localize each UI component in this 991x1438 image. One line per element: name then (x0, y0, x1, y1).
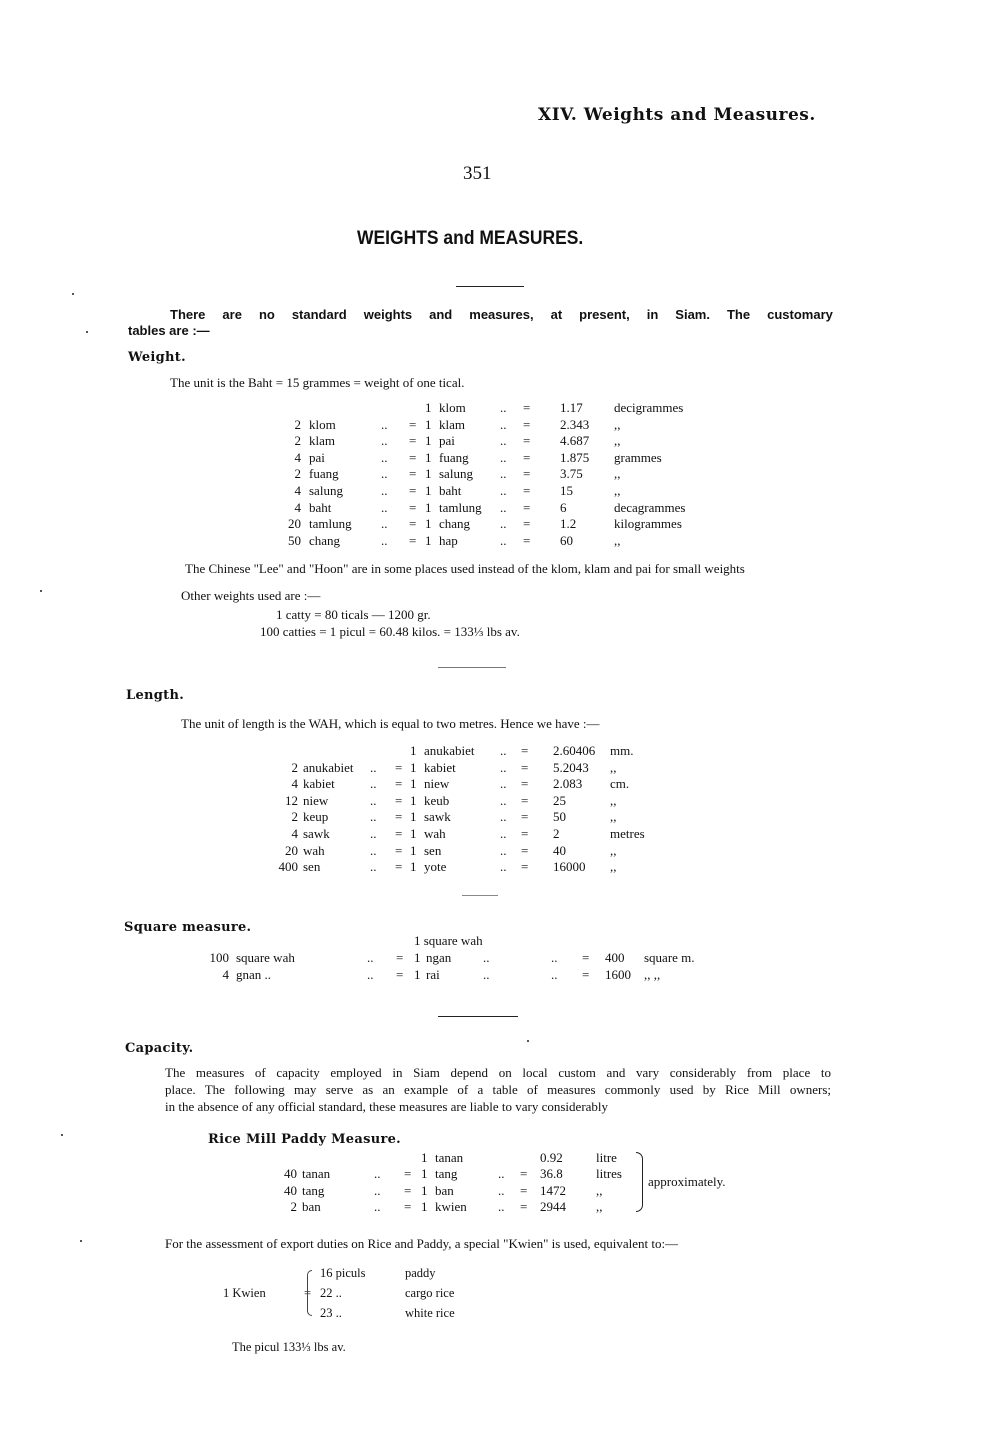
square-cell-unit: square m. (644, 950, 695, 965)
table-cell-dots: .. (381, 532, 388, 548)
table-cell-value: 50 (553, 809, 566, 825)
table-cell-n: 1 (410, 809, 417, 825)
table-cell-unit: ,, (614, 532, 621, 548)
weight-unit-text: The unit is the Baht = 15 grammes = weight of one tical. (170, 375, 465, 390)
table-cell-qty: 12 (285, 792, 298, 808)
title-divider (456, 286, 524, 287)
table-cell-n: 1 (425, 433, 432, 449)
table-cell-n: 1 (425, 483, 432, 498)
table-cell-value: 0.92 (540, 1150, 563, 1165)
page-title: WEIGHTS and MEASURES. (357, 228, 584, 249)
table-cell-dots: .. (381, 433, 388, 449)
table-cell-value: 25 (553, 792, 566, 808)
table-cell-to: fuang (439, 449, 469, 465)
table-cell-value: 1.17 (560, 400, 583, 415)
table-cell-to: klam (439, 416, 465, 432)
table-cell-from: keup (303, 809, 329, 825)
square-cell-from: gnan .. (236, 967, 272, 982)
table-cell-value: 40 (553, 842, 566, 858)
table-cell-dots: .. (370, 792, 377, 808)
export-duties-text: For the assessment of export duties on Rice and Paddy, a special "Kwien" is used, equivalent to:— (165, 1236, 679, 1251)
table-cell-qty: 2 (290, 1198, 297, 1214)
intro-word: The (726, 307, 751, 322)
table-cell-value: 36.8 (540, 1166, 563, 1182)
table-cell-to: chang (439, 516, 471, 532)
approximately-label: approximately. (648, 1174, 726, 1189)
square-measure-heading: Square measure. (124, 920, 252, 935)
table-cell-qty: 400 (278, 859, 298, 875)
table-cell-dots2: .. (500, 466, 507, 482)
table-cell-qty: 4 (294, 499, 301, 515)
table-cell-value: 1.875 (560, 449, 590, 465)
table-cell-eq1: = (409, 466, 417, 482)
table-cell-unit: mm. (610, 743, 634, 758)
table-cell-eq2: = (520, 1166, 528, 1182)
table-cell-n: 1 (425, 449, 432, 465)
table-cell-dots2: .. (500, 499, 507, 515)
table-cell-dots: .. (381, 516, 388, 532)
table-cell-qty: 2 (294, 433, 301, 449)
table-cell-dots2: .. (500, 743, 507, 758)
square-cell-n: 1 (414, 967, 421, 982)
square-cell-from: square wah (236, 950, 295, 965)
table-cell-to: yote (424, 859, 447, 875)
table-cell-qty: 2 (291, 759, 298, 775)
table-cell-eq1: = (409, 433, 417, 449)
square-cell-dots: .. (367, 967, 374, 982)
table-cell-qty: 20 (288, 516, 301, 532)
other-weights-heading: Other weights used are :— (181, 588, 321, 603)
kwien-equals: = (304, 1286, 312, 1300)
table-cell-value: 2.60406 (553, 743, 596, 758)
table-cell-value: 60 (560, 532, 573, 548)
table-cell-dots: .. (381, 416, 388, 432)
table-cell-from: tang (302, 1182, 325, 1198)
table-cell-qty: 20 (285, 842, 298, 858)
capacity-para-line-2: place. The following may serve as an example of a table of measures commonly used by Rice Mill owners; (165, 1082, 831, 1097)
square-cell-dots: .. (367, 950, 374, 965)
table-cell-from: ban (302, 1198, 321, 1214)
table-cell-n: 1 (421, 1198, 428, 1214)
square-cell-qty: 4 (222, 967, 229, 982)
table-cell-from: sawk (303, 826, 330, 841)
table-cell-from: klam (309, 433, 335, 449)
table-cell-unit: ,, (614, 466, 621, 482)
square-cell-to: rai (426, 967, 440, 982)
table-cell-unit: ,, (596, 1182, 603, 1198)
table-cell-to: kwien (435, 1198, 467, 1214)
table-cell-to: sen (424, 842, 442, 858)
table-cell-eq1: = (395, 792, 403, 808)
approximately-brace (636, 1152, 643, 1212)
table-cell-to: tamlung (439, 499, 482, 515)
table-cell-from: baht (309, 499, 332, 515)
table-cell-n: 1 (421, 1166, 428, 1182)
table-cell-unit: kilogrammes (614, 516, 682, 532)
table-cell-dots2: .. (500, 792, 507, 808)
kwien-kind: cargo rice (405, 1286, 455, 1300)
table-cell-eq2: = (521, 776, 529, 792)
table-cell-n: 1 (425, 532, 432, 548)
table-cell-eq2: = (521, 743, 529, 758)
scan-speck (80, 1240, 82, 1242)
length-unit-text: The unit of length is the WAH, which is equal to two metres. Hence we have :— (181, 716, 600, 731)
table-cell-n: 1 (410, 759, 417, 775)
table-cell-to: kabiet (424, 759, 456, 775)
table-cell-eq1: = (395, 759, 403, 775)
table-cell-eq2: = (523, 516, 531, 532)
chapter-header: XIV. Weights and Measures. (538, 105, 816, 125)
table-cell-qty: 2 (294, 466, 301, 482)
square-cell-dots3: .. (551, 967, 558, 982)
table-cell-n: 1 (425, 516, 432, 532)
kwien-amount: 16 piculs (320, 1266, 366, 1280)
table-cell-dots: .. (374, 1182, 381, 1198)
table-cell-qty: 50 (288, 532, 301, 548)
table-cell-unit: decagrammes (614, 499, 686, 515)
table-cell-to: tang (435, 1166, 458, 1182)
scan-speck (40, 590, 42, 592)
table-cell-to: niew (424, 776, 450, 792)
table-cell-qty: 4 (294, 483, 301, 498)
table-cell-dots2: .. (500, 400, 507, 415)
table-cell-eq2: = (520, 1182, 528, 1198)
table-cell-dots2: .. (498, 1198, 505, 1214)
table-cell-eq2: = (521, 826, 529, 841)
scan-speck (527, 1040, 529, 1042)
table-cell-eq2: = (523, 466, 531, 482)
table-cell-unit: ,, (610, 842, 617, 858)
table-cell-eq2: = (521, 759, 529, 775)
table-cell-from: sen (303, 859, 321, 875)
table-cell-to: keub (424, 792, 450, 808)
intro-paragraph-end: tables are :— (128, 323, 210, 338)
table-cell-qty: 4 (291, 826, 298, 841)
square-cell-dots2: .. (483, 950, 490, 965)
intro-word: measures, (469, 307, 534, 322)
table-cell-from: niew (303, 792, 329, 808)
intro-word: There (170, 307, 206, 322)
table-cell-dots2: .. (500, 532, 507, 548)
intro-word: are (222, 307, 242, 322)
table-cell-value: 2.083 (553, 776, 583, 792)
kwien-label: 1 Kwien (223, 1286, 266, 1300)
table-cell-n: 1 (425, 466, 432, 482)
kwien-kind: paddy (405, 1266, 436, 1280)
table-cell-eq1: = (404, 1166, 412, 1182)
table-cell-eq2: = (521, 859, 529, 875)
table-cell-to: wah (424, 826, 446, 841)
table-cell-from: wah (303, 842, 325, 858)
table-cell-dots2: .. (500, 449, 507, 465)
table-cell-dots: .. (381, 483, 388, 498)
section-divider (438, 1016, 518, 1017)
table-cell-n: 1 (425, 416, 432, 432)
table-cell-dots2: .. (498, 1182, 505, 1198)
table-cell-from: anukabiet (303, 759, 354, 775)
scan-speck (86, 331, 88, 333)
table-cell-from: pai (309, 449, 325, 465)
table-cell-unit: ,, (614, 416, 621, 432)
table-cell-from: kabiet (303, 776, 335, 792)
table-cell-eq1: = (395, 859, 403, 875)
table-cell-eq1: = (404, 1182, 412, 1198)
table-cell-dots: .. (374, 1198, 381, 1214)
table-cell-dots: .. (381, 499, 388, 515)
table-cell-from: tanan (302, 1166, 331, 1182)
page-number: 351 (463, 163, 492, 184)
square-cell-value: 400 (605, 950, 625, 965)
table-cell-value: 5.2043 (553, 759, 589, 775)
table-cell-dots2: .. (500, 826, 507, 841)
intro-word: at (550, 307, 563, 322)
table-cell-dots: .. (381, 466, 388, 482)
table-cell-n: 1 (410, 776, 417, 792)
table-cell-to: klom (439, 400, 466, 415)
intro-word: customary (767, 307, 833, 322)
table-cell-unit: litre (596, 1150, 617, 1165)
table-cell-qty: 40 (284, 1182, 297, 1198)
table-cell-value: 1.2 (560, 516, 577, 532)
table-cell-n: 1 (410, 826, 417, 841)
square-cell-eq2: = (582, 967, 590, 982)
table-cell-eq2: = (521, 809, 529, 825)
intro-word: weights (363, 307, 413, 322)
table-cell-dots2: .. (500, 842, 507, 858)
scan-speck (72, 293, 74, 295)
picul-note: The picul 133⅓ lbs av. (232, 1340, 346, 1354)
table-cell-n: 1 (410, 792, 417, 808)
table-cell-eq2: = (523, 400, 531, 415)
table-cell-unit: ,, (614, 483, 621, 498)
table-cell-dots2: .. (500, 416, 507, 432)
table-cell-eq2: = (523, 449, 531, 465)
table-cell-dots: .. (381, 449, 388, 465)
table-cell-qty: 2 (291, 809, 298, 825)
table-cell-dots: .. (370, 776, 377, 792)
table-cell-qty: 2 (294, 416, 301, 432)
weight-heading: Weight. (128, 350, 186, 365)
table-cell-dots2: .. (498, 1166, 505, 1182)
square-cell-to: ngan (426, 950, 452, 965)
table-cell-eq1: = (395, 809, 403, 825)
length-heading: Length. (126, 688, 185, 703)
table-cell-unit: ,, (610, 809, 617, 825)
scan-speck (61, 1134, 63, 1136)
square-cell-unit: ,, ,, (644, 967, 661, 982)
table-cell-to: sawk (424, 809, 451, 825)
intro-paragraph (170, 307, 833, 322)
section-divider (462, 895, 498, 896)
square-cell-eq2: = (582, 950, 590, 965)
table-cell-n: 1 (410, 859, 417, 875)
chinese-note: The Chinese "Lee" and "Hoon" are in some places used instead of the klom, klam and pai for small weights (185, 561, 745, 576)
table-cell-to: ban (435, 1182, 454, 1198)
table-cell-unit: grammes (614, 449, 662, 465)
table-cell-value: 2.343 (560, 416, 590, 432)
intro-word: no (258, 307, 275, 322)
table-cell-dots: .. (370, 759, 377, 775)
table-cell-unit: ,, (614, 433, 621, 449)
table-cell-unit: ,, (610, 792, 617, 808)
table-cell-dots2: .. (500, 859, 507, 875)
table-cell-dots: .. (370, 826, 377, 841)
table-cell-eq1: = (395, 826, 403, 841)
table-cell-value: 4.687 (560, 433, 590, 449)
table-cell-to: anukabiet (424, 743, 475, 758)
square-cell-qty: 100 (209, 950, 229, 965)
table-cell-eq1: = (404, 1198, 412, 1214)
table-cell-unit: ,, (610, 859, 617, 875)
table-cell-eq2: = (523, 433, 531, 449)
table-cell-value: 2 (553, 826, 560, 841)
table-cell-dots: .. (370, 859, 377, 875)
table-cell-from: salung (309, 483, 343, 498)
table-cell-eq1: = (409, 499, 417, 515)
capacity-heading: Capacity. (125, 1041, 194, 1056)
table-cell-eq2: = (523, 416, 531, 432)
table-cell-value: 16000 (553, 859, 586, 875)
table-cell-n: 1 (421, 1182, 428, 1198)
table-cell-value: 2944 (540, 1198, 566, 1214)
table-cell-unit: cm. (610, 776, 630, 792)
table-cell-eq2: = (520, 1198, 528, 1214)
table-cell-value: 3.75 (560, 466, 583, 482)
square-cell-eq1: = (396, 950, 404, 965)
intro-word: and (429, 307, 453, 322)
table-cell-from: klom (309, 416, 336, 432)
capacity-para-line-1: The measures of capacity employed in Siam depend on local custom and vary considerably from place to (165, 1065, 831, 1080)
kwien-kind: white rice (405, 1306, 455, 1320)
table-cell-dots2: .. (500, 759, 507, 775)
table-cell-unit: ,, (596, 1198, 603, 1214)
table-cell-qty: 4 (291, 776, 298, 792)
table-cell-eq2: = (521, 842, 529, 858)
table-cell-from: tamlung (309, 516, 352, 532)
intro-word: in (646, 307, 659, 322)
table-cell-dots2: .. (500, 516, 507, 532)
table-cell-value: 15 (560, 483, 573, 498)
intro-word: standard (291, 307, 347, 322)
kwien-amount: 23 .. (320, 1306, 342, 1320)
table-cell-unit: metres (610, 826, 645, 841)
kwien-brace (307, 1270, 312, 1316)
table-cell-qty: 40 (284, 1166, 297, 1182)
table-cell-n: 1 (425, 499, 432, 515)
intro-word: present, (579, 307, 630, 322)
table-cell-eq1: = (409, 449, 417, 465)
table-cell-n: 1 (410, 743, 417, 758)
table-cell-to: hap (439, 532, 458, 548)
rice-mill-heading: Rice Mill Paddy Measure. (208, 1132, 401, 1147)
other-weights-line-1: 1 catty = 80 ticals — 1200 gr. (276, 607, 431, 622)
table-cell-dots2: .. (500, 809, 507, 825)
square-cell-n: 1 (414, 950, 421, 965)
table-cell-from: chang (309, 532, 341, 548)
table-cell-n: 1 (421, 1150, 428, 1165)
table-cell-eq1: = (395, 842, 403, 858)
table-cell-to: tanan (435, 1150, 464, 1165)
table-cell-eq1: = (395, 776, 403, 792)
table-cell-unit: litres (596, 1166, 622, 1182)
square-cell-eq1: = (396, 967, 404, 982)
table-cell-dots2: .. (500, 776, 507, 792)
table-cell-qty: 4 (294, 449, 301, 465)
kwien-amount: 22 .. (320, 1286, 342, 1300)
table-cell-to: salung (439, 466, 473, 482)
table-cell-eq1: = (409, 416, 417, 432)
table-cell-eq1: = (409, 532, 417, 548)
capacity-para-line-3: in the absence of any official standard, these measures are liable to vary considerably (165, 1099, 609, 1114)
square-row-0: 1 square wah (414, 933, 483, 948)
square-cell-value: 1600 (605, 967, 631, 982)
table-cell-dots: .. (374, 1166, 381, 1182)
table-cell-to: pai (439, 433, 455, 449)
table-cell-value: 1472 (540, 1182, 566, 1198)
table-cell-eq2: = (523, 532, 531, 548)
table-cell-dots: .. (370, 809, 377, 825)
table-cell-from: fuang (309, 466, 339, 482)
table-cell-eq2: = (523, 499, 531, 515)
square-cell-dots3: .. (551, 950, 558, 965)
table-cell-eq2: = (521, 792, 529, 808)
table-cell-unit: decigrammes (614, 400, 684, 415)
table-cell-dots2: .. (500, 433, 507, 449)
other-weights-line-2: 100 catties = 1 picul = 60.48 kilos. = 133⅓ lbs av. (260, 624, 520, 639)
table-cell-n: 1 (410, 842, 417, 858)
table-cell-value: 6 (560, 499, 567, 515)
table-cell-eq1: = (409, 483, 417, 498)
intro-word: Siam. (675, 307, 710, 322)
table-cell-unit: ,, (610, 759, 617, 775)
table-cell-to: baht (439, 483, 462, 498)
table-cell-n: 1 (425, 400, 432, 415)
table-cell-eq1: = (409, 516, 417, 532)
section-divider (438, 667, 506, 668)
table-cell-dots: .. (370, 842, 377, 858)
square-cell-dots2: .. (483, 967, 490, 982)
table-cell-dots2: .. (500, 483, 507, 498)
table-cell-eq2: = (523, 483, 531, 498)
